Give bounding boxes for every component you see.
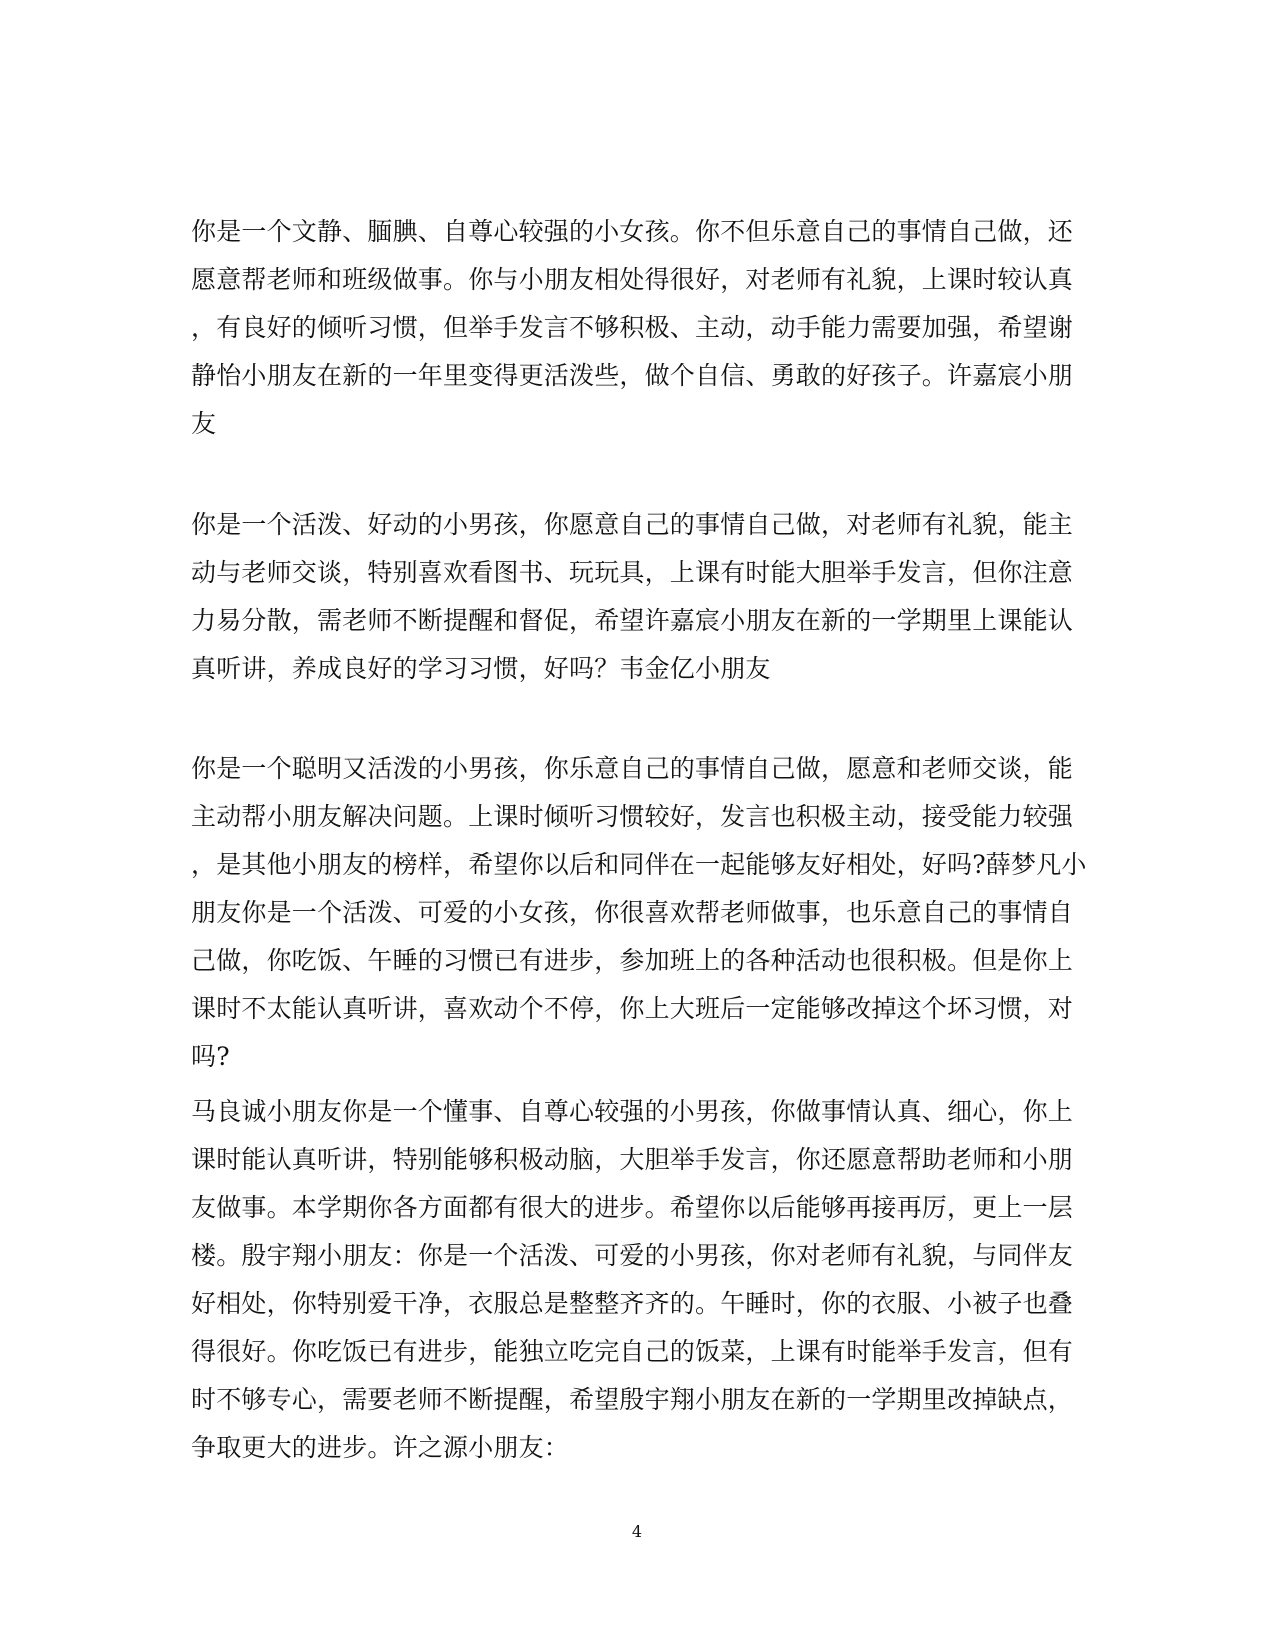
text-line: 愿意帮老师和班级做事。你与小朋友相处得很好，对老师有礼貌，上课时较认真 [191, 265, 1074, 294]
text-line: 争取更大的进步。许之源小朋友： [191, 1433, 570, 1462]
page-number: 4 [631, 1522, 643, 1541]
text-line: 课时不太能认真听讲，喜欢动个不停，你上大班后一定能够改掉这个坏习惯，对 [191, 994, 1074, 1023]
text-line: 时不够专心，需要老师不断提醒，希望殷宇翔小朋友在新的一学期里改掉缺点， [191, 1385, 1074, 1414]
text-line: 好相处，你特别爱干净，衣服总是整整齐齐的。午睡时，你的衣服、小被子也叠 [191, 1289, 1074, 1318]
text-line: 友做事。本学期你各方面都有很大的进步。希望你以后能够再接再厉，更上一层 [191, 1193, 1074, 1222]
text-line: 静怡小朋友在新的一年里变得更活泼些，做个自信、勇敢的好孩子。许嘉宸小朋 [191, 361, 1074, 390]
paragraph-3 [191, 745, 1091, 1081]
text-line: 真听讲，养成良好的学习习惯，好吗？韦金亿小朋友 [191, 654, 771, 683]
text-line: 主动帮小朋友解决问题。上课时倾听习惯较好，发言也积极主动，接受能力较强 [191, 802, 1074, 831]
text-line: 你是一个活泼、好动的小男孩，你愿意自己的事情自己做，对老师有礼貌，能主 [191, 510, 1074, 539]
text-line: 吗? [191, 1042, 230, 1071]
text-line: 朋友你是一个活泼、可爱的小女孩，你很喜欢帮老师做事，也乐意自己的事情自 [191, 898, 1074, 927]
paragraph-4 [191, 1088, 1091, 1472]
text-line: 你是一个聪明又活泼的小男孩，你乐意自己的事情自己做，愿意和老师交谈，能 [191, 754, 1074, 783]
paragraph-2 [191, 501, 1091, 693]
text-line: 课时能认真听讲，特别能够积极动脑，大胆举手发言，你还愿意帮助老师和小朋 [191, 1145, 1074, 1174]
text-line: 动与老师交谈，特别喜欢看图书、玩玩具，上课有时能大胆举手发言，但你注意 [191, 558, 1074, 587]
text-line: ，有良好的倾听习惯，但举手发言不够积极、主动，动手能力需要加强，希望谢 [191, 313, 1074, 342]
text-line: 楼。殷宇翔小朋友：你是一个活泼、可爱的小男孩，你对老师有礼貌，与同伴友 [191, 1241, 1074, 1270]
text-line: 马良诚小朋友你是一个懂事、自尊心较强的小男孩，你做事情认真、细心，你上 [191, 1097, 1074, 1126]
text-line: ，是其他小朋友的榜样，希望你以后和同伴在一起能够友好相处，好吗?薛梦凡小 [191, 850, 1087, 879]
text-line: 友 [191, 409, 217, 438]
text-line: 力易分散，需老师不断提醒和督促，希望许嘉宸小朋友在新的一学期里上课能认 [191, 606, 1074, 635]
text-line: 你是一个文静、腼腆、自尊心较强的小女孩。你不但乐意自己的事情自己做，还 [191, 217, 1074, 246]
text-line: 己做，你吃饭、午睡的习惯已有进步，参加班上的各种活动也很积极。但是你上 [191, 946, 1074, 975]
text-line: 得很好。你吃饭已有进步，能独立吃完自己的饭菜，上课有时能举手发言，但有 [191, 1337, 1074, 1366]
paragraph-1 [191, 208, 1091, 448]
